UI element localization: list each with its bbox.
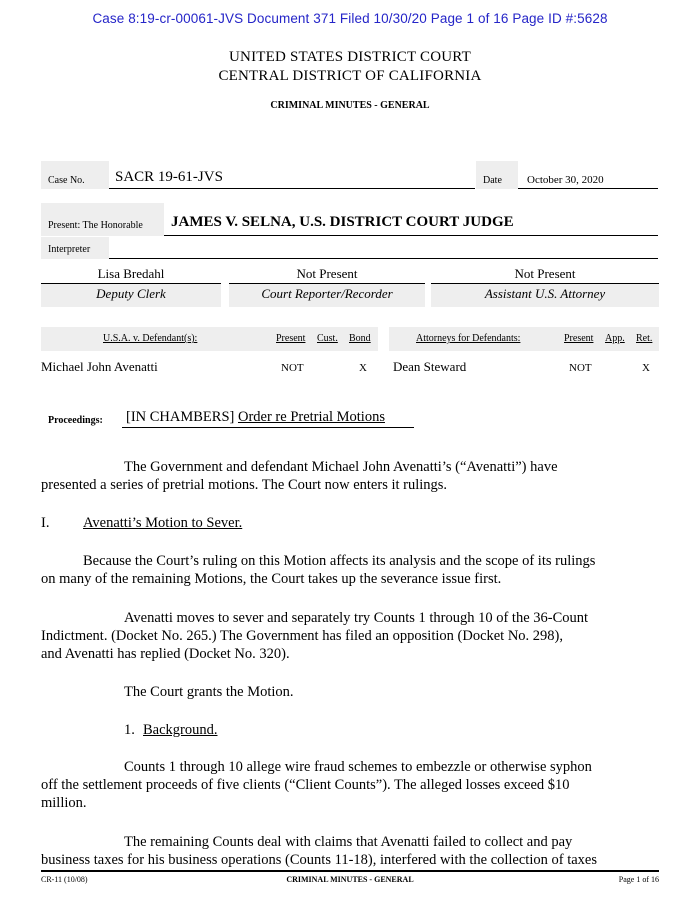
proceedings-label: Proceedings: (48, 415, 103, 426)
interpreter-rule (109, 258, 658, 259)
interpreter-label: Interpreter (48, 244, 91, 255)
paragraph-2-line-1: Because the Court’s ruling on this Motion affects its analysis and the scope of its rulings (83, 553, 596, 569)
cust-header: Cust. (317, 333, 338, 344)
filing-header: Case 8:19-cr-00061-JVS Document 371 Filed 10/30/20 Page 1 of 16 Page ID #:5628 (92, 11, 608, 26)
paragraph-4: The Court grants the Motion. (124, 684, 294, 700)
judge-name: JAMES V. SELNA, U.S. DISTRICT COURT JUDGE (171, 214, 514, 230)
paragraph-5-line-2: off the settlement proceeds of five clients (“Client Counts”). The alleged losses exceed $10 (41, 777, 570, 793)
footer-page: Page 1 of 16 (618, 875, 659, 884)
proceedings-title: Order re Pretrial Motions (237, 409, 385, 425)
minutes-title: CRIMINAL MINUTES - GENERAL (270, 100, 430, 111)
court-district: CENTRAL DISTRICT OF CALIFORNIA (218, 68, 482, 84)
section-number: I. (41, 515, 50, 531)
case-no-rule (109, 188, 475, 189)
date-rule (518, 188, 658, 189)
case-no-label: Case No. (48, 175, 85, 186)
court-reporter-name: Not Present (296, 266, 358, 281)
ret-header: Ret. (636, 333, 653, 344)
footer-title: CRIMINAL MINUTES - GENERAL (286, 875, 414, 884)
ausa-role: Assistant U.S. Attorney (431, 284, 659, 307)
paragraph-3-line-3: and Avenatti has replied (Docket No. 320). (41, 646, 290, 662)
proceedings-rule (122, 427, 414, 428)
judge-rule (164, 235, 658, 236)
paragraph-2-line-2: on many of the remaining Motions, the Court takes up the severance issue first. (41, 571, 502, 587)
court-reporter-role: Court Reporter/Recorder (229, 284, 425, 307)
proceedings-prefix: [IN CHAMBERS] (126, 409, 235, 425)
paragraph-1-line-2: presented a series of pretrial motions. The Court now enters it rulings. (41, 477, 448, 493)
present2-header: Present (564, 333, 594, 344)
subsection-number: 1. (124, 722, 135, 738)
ausa-name: Not Present (514, 266, 576, 281)
date-label: Date (483, 175, 502, 186)
paragraph-3-line-2: Indictment. (Docket No. 265.) The Government has filed an opposition (Docket No. 298), (41, 628, 564, 644)
attorneys-header: Attorneys for Defendants: (416, 333, 521, 344)
paragraph-5-line-1: Counts 1 through 10 allege wire fraud schemes to embezzle or otherwise syphon (124, 759, 592, 775)
app-header: App. (605, 333, 625, 344)
defendants-header: U.S.A. v. Defendant(s): (103, 333, 198, 344)
deputy-clerk-role: Deputy Clerk (41, 284, 221, 307)
bond-header: Bond (349, 333, 371, 344)
defendant-present: NOT (281, 362, 304, 374)
footer-form: CR-11 (10/08) (41, 875, 88, 884)
footer-rule (41, 870, 659, 872)
court-name: UNITED STATES DISTRICT COURT (229, 49, 471, 65)
defendant-bond: X (359, 362, 367, 374)
paragraph-3-line-1: Avenatti moves to sever and separately try Counts 1 through 10 of the 36-Count (124, 610, 589, 626)
attorney-present: NOT (569, 362, 592, 374)
present-label: Present: The Honorable (48, 220, 143, 231)
paragraph-6-line-2: business taxes for his business operations (Counts 11-18), interfered with the collection of taxes (41, 852, 597, 868)
date-value: October 30, 2020 (527, 174, 604, 186)
section-title: Avenatti’s Motion to Sever. (83, 515, 243, 531)
attorney-ret: X (642, 362, 650, 374)
paragraph-1-line-1: The Government and defendant Michael John Avenatti’s (“Avenatti”) have (124, 459, 558, 475)
deputy-clerk-name: Lisa Bredahl (97, 266, 165, 281)
present-header: Present (276, 333, 306, 344)
attorney-name: Dean Steward (393, 359, 467, 374)
case-no-value: SACR 19-61-JVS (115, 169, 223, 185)
paragraph-6-line-1: The remaining Counts deal with claims that Avenatti failed to collect and pay (124, 834, 573, 850)
proceedings-line (126, 409, 385, 426)
subsection-title: Background. (143, 722, 218, 738)
paragraph-5-line-3: million. (41, 795, 87, 811)
defendant-name: Michael John Avenatti (41, 359, 158, 374)
